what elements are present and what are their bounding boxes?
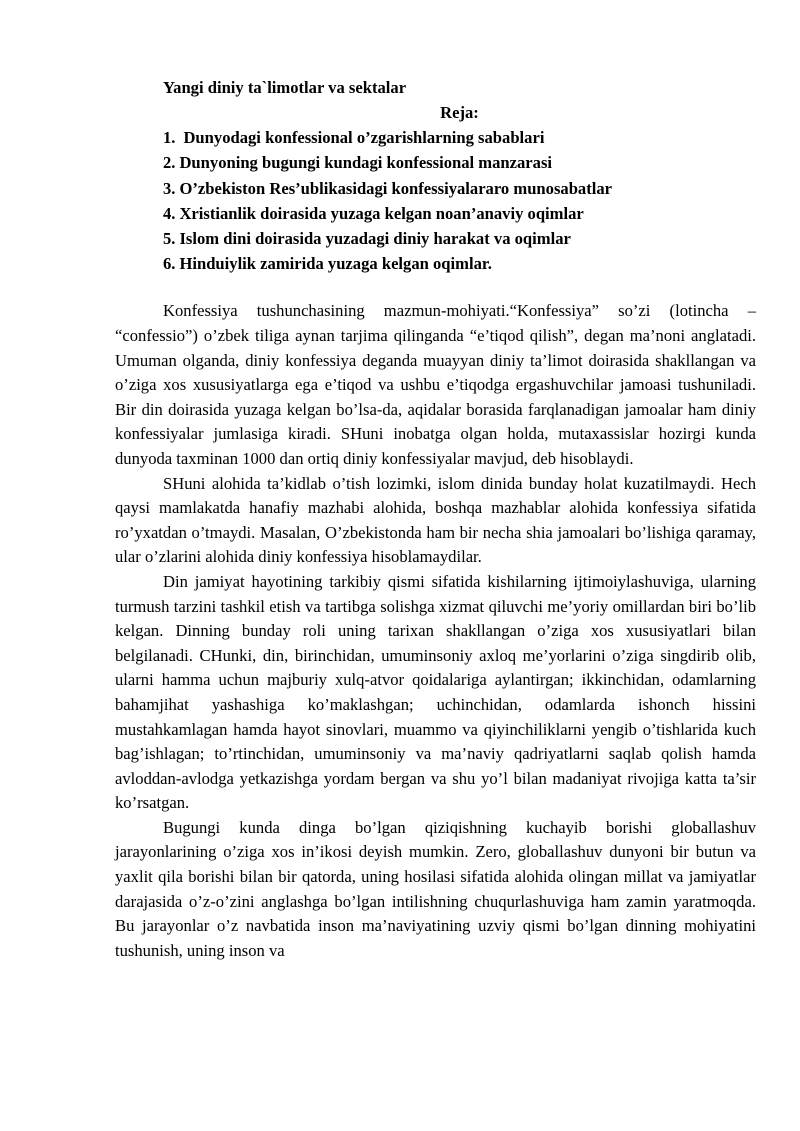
plan-item	[163, 150, 756, 175]
plan-item	[163, 226, 756, 251]
plan-item-number: 1.	[163, 128, 176, 148]
plan-item-number: 2.	[163, 153, 176, 173]
plan-item	[163, 125, 756, 150]
plan-item-text: Xristianlik doirasida yuzaga kelgan noan’anaviy oqimlar	[179, 203, 584, 223]
plan-item	[163, 176, 756, 201]
plan-item	[163, 201, 756, 226]
body-paragraph: Konfessiya tushunchasining mazmun-mohiyati.“Konfessiya” so’zi (lotincha – “confessio”) o’zbek tiliga aynan tarjima qilinganda “e’tiqod qilish”, degan ma’noni anglatadi. Umuman olganda, diniy konfessiya deganda muayyan diniy ta’limot doirasida shakllangan va o’ziga xos xususiyatlarga ega e’tiqod va ushbu e’tiqodga ergashuvchilar jamoasi tushuniladi. Bir din doirasida yuzaga kelgan bo’lsa-da, aqidalar borasida farqlanadigan jamoalar ham diniy konfessiyalar jumlasiga kiradi. SHuni inobatga olgan holda, mutaxassislar hozirgi kunda dunyoda taxminan 1000 dan ortiq diniy konfessiyalar mavjud, deb hisoblaydi.	[115, 301, 756, 468]
plan-item-text: Islom dini doirasida yuzadagi diniy harakat va oqimlar	[179, 229, 571, 248]
plan-item-text: Dunyodagi konfessional o’zgarishlarning sabablari	[183, 128, 545, 148]
plan-item-text: Dunyoning bugungi kundagi konfessional manzarasi	[179, 153, 553, 173]
plan-item	[163, 251, 756, 276]
plan-item-text: Hinduiylik zamirida yuzaga kelgan oqimlar.	[179, 254, 492, 274]
plan-item-number: 5.	[163, 229, 176, 248]
plan-list	[115, 125, 756, 276]
document-title: Yangi diniy ta`limotlar va sektalar	[163, 78, 407, 97]
plan-item-number: 6.	[163, 254, 176, 274]
body-paragraph: Bugungi kunda dinga bo’lgan qiziqishning kuchayib borishi globallashuv jarayonlarining o’ziga xos in’ikosi deyish mumkin. Zero, globallashuv dunyoni bir butun va yaxlit qila borishi bilan bir qatorda, uning hosilasi sifatida alohida olingan millat va jamiyatlar darajasida o’z-o’zini anglashga bo’lgan intilishning chuqurlashuviga ham zamin yaratmoqda. Bu jarayonlar o’z navbatida inson ma’naviyatining uzviy qismi bo’lgan dinning mohiyatini tushunish, uning inson va	[115, 817, 756, 960]
document-body	[115, 299, 756, 963]
plan-item-text: O’zbekiston Res’ublikasidagi konfessiyalararo munosabatlar	[179, 178, 613, 198]
document-page	[115, 76, 756, 963]
body-paragraph: Din jamiyat hayotining tarkibiy qismi sifatida kishilarning ijtimoiylashuviga, ularning turmush tarzini tashkil etish va tartibga solishga xizmat qiluvchi me’yoriy omillardan biri bo’lib kelgan. Dinning bunday roli uning tarixan shakllangan o’ziga xos xususiyatlari bilan belgilanadi. CHunki, din, birinchidan, umuminsoniy axloq me’yorlarini o’ziga singdirib olib, ularni hamma uchun majburiy xulq-atvor qoidalariga aylantirgan; ikkinchidan, odamlarning bahamjihat yashashiga ko’maklashgan; uchinchidan, odamlarda ishonch hissini mustahkamlagan hamda hayot sinovlari, muammo va qiyinchiliklarni yengib o’tishlarida kuch bag’ishlagan; to’rtinchidan, umuminsoniy va ma’naviy qadriyatlarni saqlab qolish hamda avloddan-avlodga yetkazishga yordam bergan va shu yo’l bilan madaniyat rivojiga katta ta’sir ko’rsatgan.	[115, 571, 756, 813]
plan-heading: Reja:	[440, 102, 479, 122]
body-paragraph: SHuni alohida ta’kidlab o’tish lozimki, islom dinida bunday holat kuzatilmaydi. Hech qaysi mamlakatda hanafiy mazhabi alohida, boshqa mazhablar alohida konfessiya sifatida ro’yxatdan o’tmaydi. Masalan, O’zbekistonda ham bir necha shia jamoalari bo’lishiga qaramay, ular o’zlarini alohida diniy konfessiya hisoblamaydilar.	[115, 473, 756, 567]
plan-item-number: 3.	[163, 178, 176, 198]
plan-item-number: 4.	[163, 203, 176, 223]
